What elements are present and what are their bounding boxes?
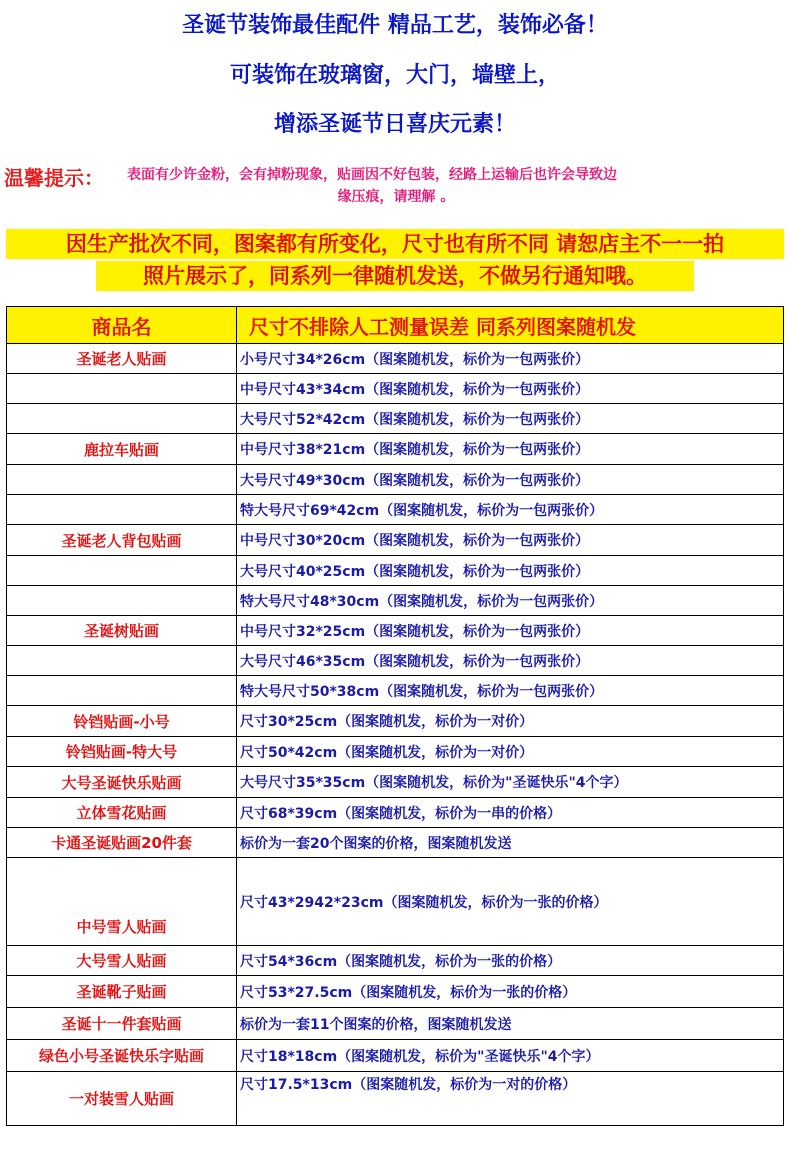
header-line-2: 可装饰在玻璃窗，大门，墙壁上，: [229, 63, 560, 88]
size-spec-cell: 中号尺寸30*20cm（图案随机发，标价为一包两张价）: [237, 525, 784, 556]
table-row: [7, 976, 784, 1008]
table-row: [7, 495, 784, 525]
size-spec-cell: 尺寸17.5*13cm（图案随机发，标价为一对的价格）: [237, 1072, 784, 1126]
header-size-spec: 尺寸不排除人工测量误差 同系列图案随机发: [237, 307, 784, 344]
product-name-cell: 绿色小号圣诞快乐字贴画: [7, 1040, 237, 1072]
product-name-cell: [7, 676, 237, 706]
table-row: [7, 646, 784, 676]
table-row: [7, 1008, 784, 1040]
product-name-cell: 铃铛贴画-特大号: [7, 737, 237, 767]
product-name-cell: 大号圣诞快乐贴画: [7, 767, 237, 798]
size-spec-cell: 标价为一套11个图案的价格，图案随机发送: [237, 1008, 784, 1040]
size-spec-cell: 大号尺寸35*35cm（图案随机发，标价为"圣诞快乐"4个字）: [237, 767, 784, 798]
product-name-cell: 圣诞靴子贴画: [7, 976, 237, 1008]
table-row: [7, 465, 784, 495]
size-spec-cell: 大号尺寸40*25cm（图案随机发，标价为一包两张价）: [237, 556, 784, 586]
size-spec-cell: 标价为一套20个图案的价格，图案随机发送: [237, 828, 784, 858]
table-row: [7, 434, 784, 465]
size-spec-cell: 特大号尺寸69*42cm（图案随机发，标价为一包两张价）: [237, 495, 784, 525]
size-spec-cell: 尺寸54*36cm（图案随机发，标价为一张的价格）: [237, 946, 784, 976]
product-name-cell: [7, 646, 237, 676]
header-product-name: 商品名: [7, 307, 237, 344]
product-name-cell: [7, 374, 237, 404]
header-line-1: 圣诞节装饰最佳配件 精品工艺，装饰必备！: [182, 13, 608, 38]
product-name-cell: 圣诞老人背包贴画: [7, 525, 237, 556]
table-row: [7, 556, 784, 586]
size-spec-cell: 小号尺寸34*26cm（图案随机发，标价为一包两张价）: [237, 344, 784, 374]
table-row: [7, 798, 784, 828]
product-name-cell: [7, 586, 237, 616]
product-name-cell: 铃铛贴画-小号: [7, 706, 237, 737]
product-name-cell: [7, 495, 237, 525]
table-row: [7, 946, 784, 976]
size-spec-cell: 大号尺寸46*35cm（图案随机发，标价为一包两张价）: [237, 646, 784, 676]
notice-line-1: 因生产批次不同，图案都有所变化，尺寸也有所不同 请恕店主不一一拍: [6, 229, 784, 259]
size-spec-cell: 尺寸18*18cm（图案随机发，标价为"圣诞快乐"4个字）: [237, 1040, 784, 1072]
size-spec-cell: 尺寸68*39cm（图案随机发，标价为一串的价格）: [237, 798, 784, 828]
product-table: [6, 306, 784, 1126]
size-spec-cell: 尺寸50*42cm（图案随机发，标价为一对价）: [237, 737, 784, 767]
size-spec-cell: 尺寸43*2942*23cm（图案随机发，标价为一张的价格）: [237, 858, 784, 946]
size-spec-cell: 中号尺寸38*21cm（图案随机发，标价为一包两张价）: [237, 434, 784, 465]
table-row: [7, 676, 784, 706]
table-row: [7, 1072, 784, 1126]
table-row: [7, 737, 784, 767]
tip-label: 温馨提示：: [4, 166, 104, 190]
table-row: [7, 344, 784, 374]
product-name-cell: 一对装雪人贴画: [7, 1072, 237, 1126]
table-row: [7, 374, 784, 404]
size-spec-cell: 大号尺寸52*42cm（图案随机发，标价为一包两张价）: [237, 404, 784, 434]
notice-line-2: 照片展示了，同系列一律随机发送，不做另行通知哦。: [96, 261, 694, 291]
table-row: [7, 586, 784, 616]
product-name-cell: 圣诞老人贴画: [7, 344, 237, 374]
product-name-cell: [7, 556, 237, 586]
table-row: [7, 616, 784, 646]
size-spec-cell: 尺寸30*25cm（图案随机发，标价为一对价）: [237, 706, 784, 737]
product-name-cell: [7, 404, 237, 434]
product-name-cell: 鹿拉车贴画: [7, 434, 237, 465]
product-name-cell: 中号雪人贴画: [7, 858, 237, 946]
tip-text-a: 表面有少许金粉，会有掉粉现象，贴画因不好包装，经路上运输后也许会导致边: [127, 167, 617, 183]
size-spec-cell: 尺寸53*27.5cm（图案随机发，标价为一张的价格）: [237, 976, 784, 1008]
product-name-cell: 大号雪人贴画: [7, 946, 237, 976]
header-line-3: 增添圣诞节日喜庆元素！: [273, 112, 516, 137]
table-row: [7, 525, 784, 556]
size-spec-cell: 中号尺寸43*34cm（图案随机发，标价为一包两张价）: [237, 374, 784, 404]
product-name-cell: [7, 465, 237, 495]
product-name-cell: 立体雪花贴画: [7, 798, 237, 828]
size-spec-cell: 大号尺寸49*30cm（图案随机发，标价为一包两张价）: [237, 465, 784, 495]
table-row: [7, 858, 784, 946]
product-name-cell: 圣诞十一件套贴画: [7, 1008, 237, 1040]
product-name-cell: 圣诞树贴画: [7, 616, 237, 646]
size-spec-cell: 中号尺寸32*25cm（图案随机发，标价为一包两张价）: [237, 616, 784, 646]
table-row: [7, 828, 784, 858]
product-name-cell: 卡通圣诞贴画20件套: [7, 828, 237, 858]
table-header-row: [7, 307, 784, 344]
size-spec-cell: 特大号尺寸48*30cm（图案随机发，标价为一包两张价）: [237, 586, 784, 616]
table-row: [7, 1040, 784, 1072]
table-row: [7, 404, 784, 434]
size-spec-cell: 特大号尺寸50*38cm（图案随机发，标价为一包两张价）: [237, 676, 784, 706]
table-row: [7, 767, 784, 798]
tip-text-b: 缘压痕，请理解 。: [337, 189, 455, 205]
table-row: [7, 706, 784, 737]
